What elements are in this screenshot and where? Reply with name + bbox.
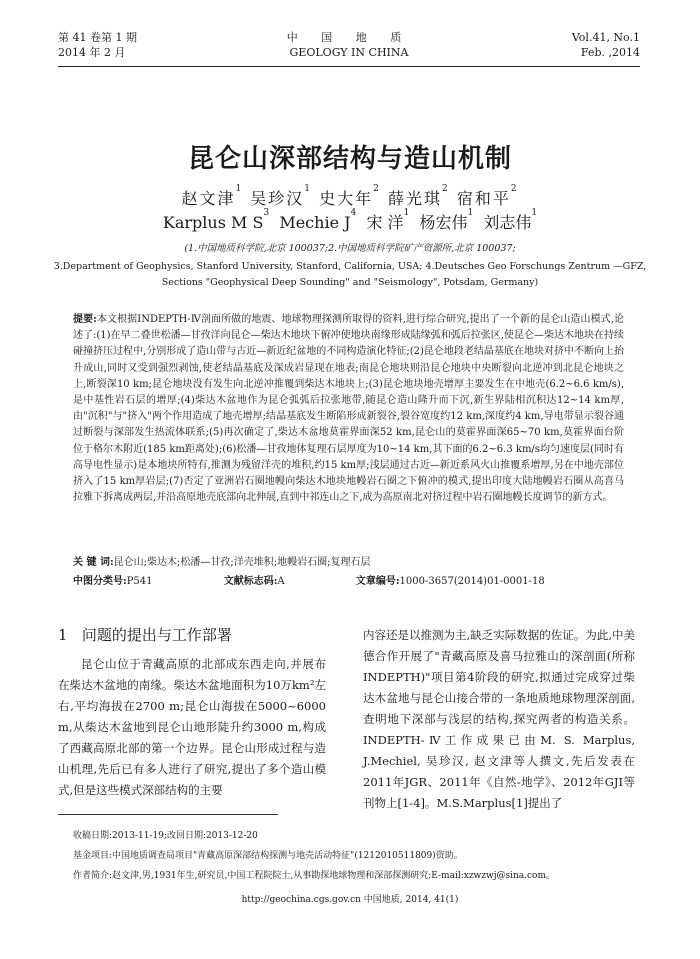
page-footer: http://geochina.cgs.gov.cn 中国地质, 2014, 41(1) — [241, 895, 459, 905]
body-column-left — [58, 625, 326, 801]
header-right — [572, 30, 640, 60]
footnotes — [73, 826, 640, 886]
abstract-label: 提要: — [73, 314, 97, 325]
author: 史大年$^2$ — [319, 184, 381, 208]
affiliation-cn: (1.中国地质科学院,北京 100037;2.中国地质科学院矿产资源所,北京 100037; — [184, 243, 516, 254]
body-paragraph: 内容还是以推测为主,缺乏实际数据的佐证。为此,中美德合作开展了"青藏高原及喜马拉雅山的深剖面(所称INDEPTH)"项目第4阶段的研究,拟通过完成穿过柴达木盆地与昆仑山接合带的一条地质地球物理深剖面,查明地下深部与浅层的结构,探究两者的构造关系。INDEPTH-Ⅳ工作成果已由M. S. Marplus, J.Mechiel, 吴珍汉, 赵文津等人撰文,先后发表在2011年JGR、2011年《自然-地学》、2012年GJI等刊物上[1-4]。M.S.Marplus[1]提出了 — [363, 628, 635, 810]
header-center — [58, 30, 640, 60]
article-id: 文章编号:1000-3657(2014)01-0001-18 — [355, 576, 545, 587]
article-title: 昆仑山深部结构与造山机制 — [187, 144, 512, 174]
author: 宋 洋$^1$ — [366, 208, 410, 232]
authors-line-1 — [0, 186, 700, 209]
author: 刘志伟$^1$ — [483, 208, 538, 232]
clc-number: 中图分类号:P541 — [73, 576, 153, 587]
footnote-fund: 基金项目:中国地质调查局项目"青藏高原深部结构探测与地壳活动特征"(1212010511809)资助。 — [73, 851, 463, 861]
keywords-text: 昆仑山;柴达木;松潘—甘孜;洋壳堆积;地幔岩石圈;复理石层 — [113, 557, 371, 568]
date-en: Feb. ,2014 — [580, 46, 640, 59]
author: Karplus M $S^3$ — [162, 208, 270, 232]
volume-en: Vol.41, No.1 — [571, 31, 640, 44]
author: 宿和平$^2$ — [456, 184, 519, 208]
classification-line — [73, 574, 624, 590]
author: 吴珍汉$^1$ — [250, 184, 313, 208]
header-rule — [58, 66, 640, 67]
author: 薛光琪$^2$ — [387, 184, 450, 208]
footnote-rule — [58, 814, 278, 815]
volume-cn: 第 41 卷第 1 期 — [58, 31, 137, 44]
author: 赵文津$^1$ — [181, 184, 244, 208]
affiliation-en: 3.Department of Geophysics, Stanford University, Stanford, California, USA; 4.Deutsches Geo Forschungs Zentrum —GFZ, Sections "Geophysical Deep Sounding" and "Seismology", Potsdam, Germany) — [53, 261, 647, 288]
authors-line-2 — [0, 210, 700, 233]
journal-name-en: GEOLOGY IN CHINA — [289, 46, 409, 59]
body-paragraph: 昆仑山位于青藏高原的北部成东西走向,并展布在柴达木盆地的南缘。柴达木盆地面积为10万km²左右,平均海拔在2700 m;昆仑山海拔在5000~6000 m,从柴达木盆地到昆仑山地形陡升约3000 m,构成了西藏高原北部的第一个边界。昆仑山形成过程与造山机理,先后已有多人进行了研究,提出了多个造山模式,但是这些模式深部结构的主要 — [58, 657, 326, 797]
running-header — [58, 30, 640, 70]
author: 杨宏伟$^1$ — [419, 208, 474, 232]
abstract-text: 本文根据INDEPTH-Ⅳ剖面所做的地震、地球物理探测所取得的资料,进行综合研究,提出了一个新的昆仑山造山模式,论述了:(1)在早二叠世松潘—甘孜洋向昆仑—柴达木地块下俯冲使地块南缘形成陆缘弧和弧后拉张区,使昆仑—柴达木地块在持续碰撞挤压过程中,分别形成了造山带与古近—新近纪盆地的不同构造演化特征;(2)昆仑地段老结晶基底在地块对挤中不断向上抬升成山,同时又受到强烈剥蚀,使老结晶基底及深成岩显现在地表;南昆仑地块则沿昆仑地块中央断裂向北逆冲到北昆仑地块之上,断裂深10 km;昆仑地块没有发生向北逆冲推覆到柴达木地块上;(3)昆仑地块地壳增厚主要发生在中地壳(6.2~6.6 km/s),是中基性岩石层的增厚;(4)柴达木盆地作为昆仑弧弧后拉张地带,随昆仑造山隆升而下沉,新生界陆相沉积达12~14 km厚,由"沉积"与"挤入"两个作用造成了地壳增厚;结晶基底发生断陷形成新裂谷,裂谷宽度约12 km,深度约4 km,导电带显示裂谷通过断裂与深部发生热流体联系;(5)再次确定了,柴达木盆地莫霍界面深52 km,昆仑山的莫霍界面深65~70 km,莫霍界面台阶位于格尔木附近(185 km距离处);(6)松潘—甘孜地体复理石层厚度为10~14 km,其下面的6.2~6.3 km/s均匀速度层(同时有高导电性显示)是本地块所特有,推测为残留洋壳的堆积,约15 km厚;浅层通过古近—新近系风火山推覆系增厚,另在中地壳部位挤入了15 km厚岩层;(7)否定了亚洲岩石圈地幔向柴达木地块地幔岩石圈之下俯冲的模式,提出印度大陆地幔岩石圈从高喜马拉雅下拆离成两层,并沿高原地壳底部向北伸展,直到中祁连山之下,成为高原南北对挤过程中岩石圈地幔长度调节的新方式。 — [73, 314, 624, 504]
journal-name-cn: 中 国 地 质 — [286, 31, 412, 44]
body-column-right — [363, 625, 635, 814]
keywords-label: 关 键 词: — [73, 557, 114, 568]
abstract — [73, 312, 624, 506]
footnote-author: 作者简介:赵文津,男,1931年生,研究员,中国工程院院士,从事勘探地球物理和深部探测研究;E-mail:xzwzwj@sina.com。 — [73, 871, 556, 881]
author: Mechie $J^4$ — [279, 208, 357, 232]
keywords — [73, 555, 624, 571]
document-code: 文献标志码:A — [223, 576, 285, 587]
footnote-received: 收稿日期:2013-11-19;改回日期:2013-12-20 — [73, 831, 258, 841]
section-heading: 1 问题的提出与工作部署 — [58, 626, 232, 644]
date-cn: 2014 年 2 月 — [58, 46, 126, 59]
